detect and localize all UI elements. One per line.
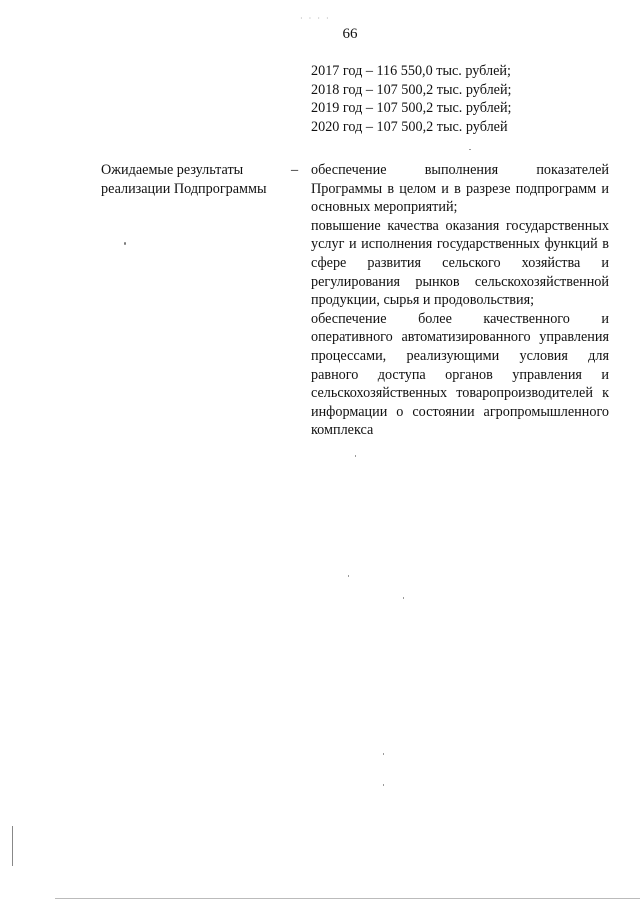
label-dash: –	[291, 162, 299, 178]
page-number: 66	[342, 26, 358, 42]
funding-by-year	[311, 62, 512, 136]
scan-speck	[355, 455, 356, 457]
funding-line-2017: 2017 год – 116 550,0 тыс. рублей;	[311, 63, 511, 79]
result-item: обеспечение выполнения показателей Программы в целом и в разрезе подпрограмм и основных мероприятий;	[311, 162, 609, 216]
scan-speck	[383, 784, 384, 786]
result-item: повышение качества оказания государственных услуг и исполнения государственных функций в сфере развития сельского хозяйства и регулирования рынков сельскохозяйственной продукции, сырья и продовольствия;	[311, 217, 609, 309]
scan-bottom-edge	[55, 898, 640, 899]
scan-edge-mark	[12, 826, 13, 866]
scan-speck	[469, 149, 471, 150]
scan-speck	[383, 753, 384, 755]
scan-speck	[403, 597, 404, 599]
result-item: обеспечение более качественного и оперативного автоматизированного управления процессами, реализующими условия для равного доступа органов управления и сельскохозяйственных товаропроизводителей к информации о состоянии агропромышленного комплекса	[311, 310, 609, 439]
expected-results-list	[311, 161, 609, 440]
funding-line-2018: 2018 год – 107 500,2 тыс. рублей;	[311, 81, 512, 98]
expected-results-label: Ожидаемые результаты реализации Подпрограммы	[101, 162, 267, 197]
funding-line-2020: 2020 год – 107 500,2 тыс. рублей	[311, 118, 508, 135]
scan-speck	[124, 242, 126, 245]
scan-speck	[348, 575, 349, 577]
scan-specks: · · · ·	[300, 14, 331, 23]
funding-line-2019: 2019 год – 107 500,2 тыс. рублей;	[311, 100, 512, 117]
